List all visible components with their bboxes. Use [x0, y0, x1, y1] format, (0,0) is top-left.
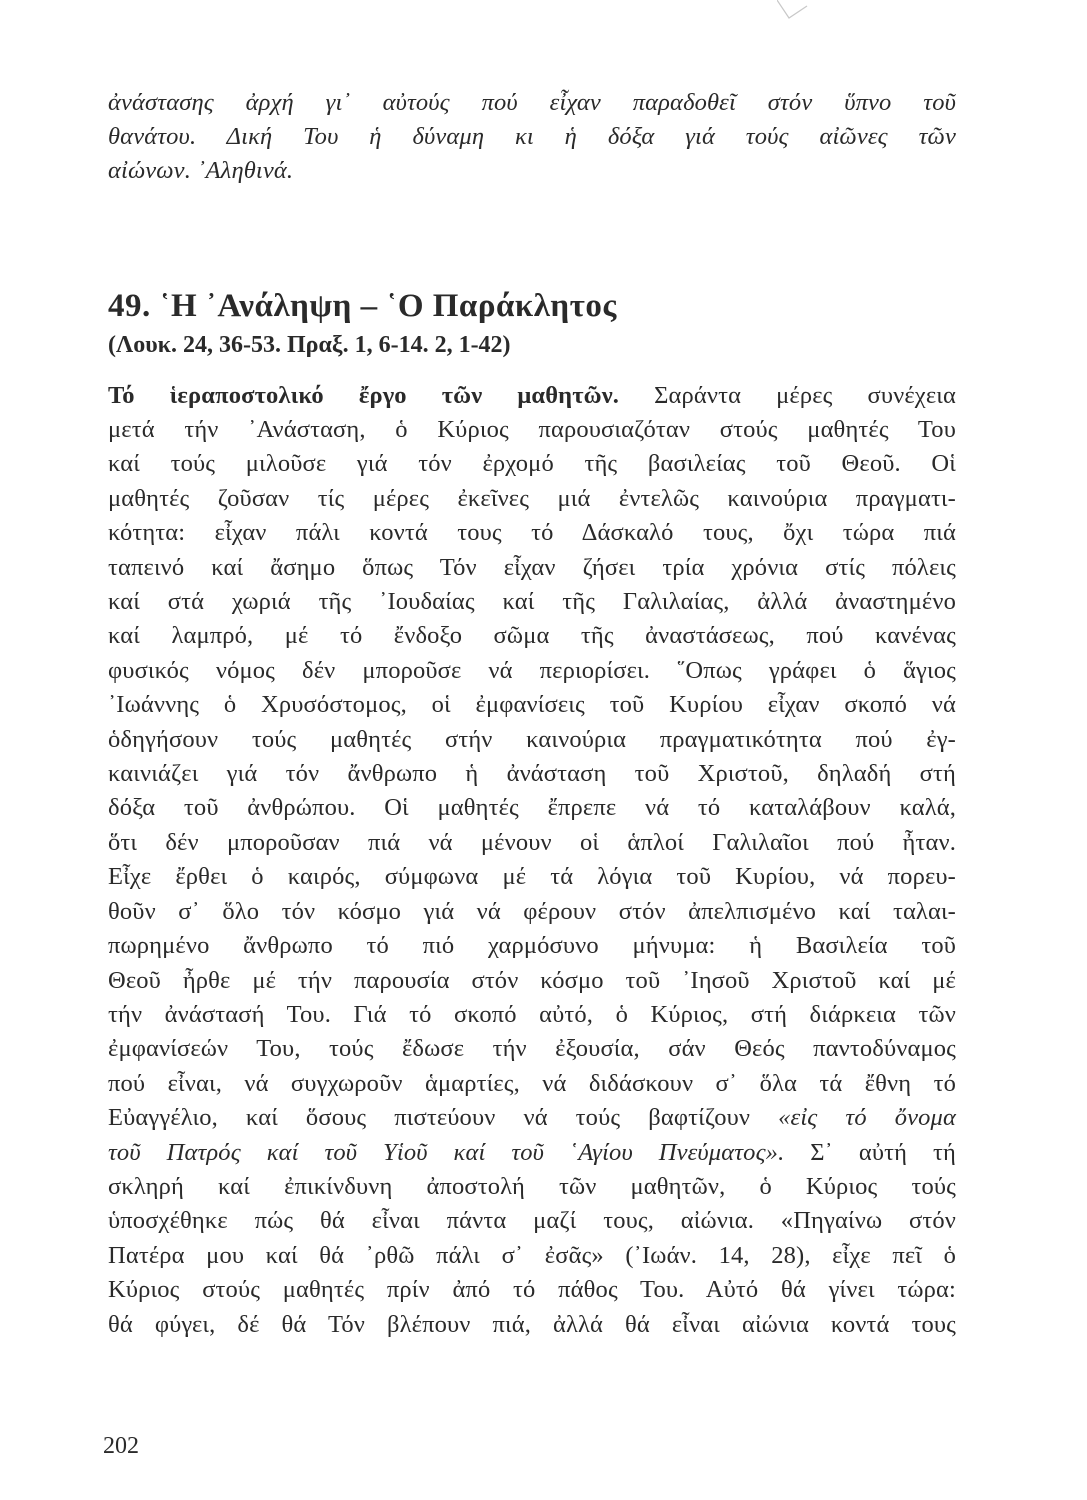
text-span: Εὐαγγέλιο, καί ὅσους πιστεύουν νά τούς βαφτίζουν	[108, 1104, 779, 1132]
text-line: φυσικός νόμος δέν μποροῦσε νά περιορίσει. ῞Οπως γράφει ὁ ἅγιος	[108, 656, 956, 684]
text-line: ἐμφανίσεών Του, τούς ἔδωσε τήν ἐξουσία, σάν Θεός παντοδύναμος	[108, 1035, 956, 1063]
text-line	[108, 379, 956, 413]
text-line: Κύριος στούς μαθητές πρίν ἀπό τό πάθος Του. Αὐτό θά γίνει τώρα:	[108, 1276, 956, 1304]
text-line: αἰώνων. ᾿Αληθινά.	[108, 157, 294, 185]
text-line: Πατέρα μου καί θά ᾿ρθῶ πάλι σ᾿ ἐσᾶς» (᾿Ιωάν. 14, 28), εἶχε πεῖ ὁ	[108, 1241, 956, 1269]
body-lines-group	[108, 1170, 956, 1342]
text-line: θοῦν σ᾿ ὅλο τόν κόσμο γιά νά φέρουν στόν ἀπελπισμένο καί ταλαι-	[108, 897, 956, 925]
section-heading	[108, 287, 956, 362]
section-title: 49. ῾Η ᾿Ανάληψη – ῾Ο Παράκλητος	[108, 287, 617, 324]
text-line: ὅτι δέν μποροῦσαν πιά νά μένουν οἱ ἁπλοί Γαλιλαῖοι πού ἦταν.	[108, 828, 956, 856]
text-line: Εἶχε ἔρθει ὁ καιρός, σύμφωνα μέ τά λόγια τοῦ Κυρίου, νά πορευ-	[108, 863, 956, 891]
text-line: θά φύγει, δέ θά Τόν βλέπουν πιά, ἀλλά θά εἶναι αἰώνια κοντά τους	[108, 1310, 956, 1338]
text-span: Σαράντα μέρες συνέχεια	[619, 381, 956, 409]
text-line: Θεοῦ ἦρθε μέ τήν παρουσία στόν κόσμο τοῦ ᾿Ιησοῦ Χριστοῦ καί μέ	[108, 966, 956, 994]
text-line: ὁδηγήσουν τούς μαθητές στήν καινούρια πραγματικότητα πού ἐγ-	[108, 725, 956, 753]
quoted-formula: «εἰς τό ὄνομα	[778, 1104, 956, 1132]
scan-corner-mark	[777, 0, 817, 20]
text-line: μετά τήν ᾿Ανάσταση, ὁ Κύριος παρουσιαζόταν στούς μαθητές Του	[108, 416, 956, 444]
text-line: ταπεινό καί ἄσημο ὅπως Τόν εἶχαν ζήσει τρία χρόνια στίς πόλεις	[108, 553, 956, 581]
text-line: μαθητές ζοῦσαν τίς μέρες ἐκεῖνες μιά ἐντελῶς καινούρια πραγματι-	[108, 484, 956, 512]
text-line: ᾿Ιωάννης ὁ Χρυσόστομος, οἱ ἐμφανίσεις τοῦ Κυρίου εἶχαν σκοπό νά	[108, 691, 956, 719]
text-line: τήν ἀνάστασή Του. Γιά τό σκοπό αὐτό, ὁ Κύριος, στή διάρκεια τῶν	[108, 1000, 956, 1028]
lead-phrase: Τό ἱεραποστολικό ἔργο τῶν μαθητῶν.	[108, 381, 620, 409]
page-content	[108, 86, 956, 1342]
page-number: 202	[103, 1433, 139, 1459]
opening-paragraph	[108, 86, 956, 189]
section-references: (Λουκ. 24, 36-53. Πραξ. 1, 6-14. 2, 1-42)	[108, 331, 511, 358]
quoted-formula: τοῦ Πατρός καί τοῦ Υἱοῦ καί τοῦ ῾Αγίου Πνεύματος».	[108, 1138, 785, 1166]
text-line: καί τούς μιλοῦσε γιά τόν ἐρχομό τῆς βασιλείας τοῦ Θεοῦ. Οἱ	[108, 450, 956, 478]
text-line	[108, 1101, 956, 1135]
text-line: καί στά χωριά τῆς ᾿Ιουδαίας καί τῆς Γαλιλαίας, ἀλλά ἀναστημένο	[108, 588, 956, 616]
text-line: καί λαμπρό, μέ τό ἔνδοξο σῶμα τῆς ἀναστάσεως, πού κανένας	[108, 622, 956, 650]
text-line: ἀνάστασης ἀρχή γι᾿ αὐτούς πού εἶχαν παραδοθεῖ στόν ὕπνο τοῦ	[108, 89, 956, 116]
text-line: θανάτου. Δική Του ἡ δύναμη κι ἡ δόξα γιά τούς αἰῶνες τῶν	[108, 123, 956, 151]
text-line: ὑποσχέθηκε πώς θά εἶναι πάντα μαζί τους, αἰώνια. «Πηγαίνω στόν	[108, 1207, 956, 1235]
body-text	[108, 379, 956, 1342]
text-line: δόξα τοῦ ἀνθρώπου. Οἱ μαθητές ἔπρεπε νά τό καταλάβουν καλά,	[108, 794, 956, 822]
text-line: πωρημένο ἄνθρωπο τό πιό χαρμόσυνο μήνυμα: ἡ Βασιλεία τοῦ	[108, 932, 956, 960]
text-line: καινιάζει γιά τόν ἄνθρωπο ἡ ἀνάσταση τοῦ Χριστοῦ, δηλαδή στή	[108, 760, 956, 788]
text-line: πού εἶναι, νά συγχωροῦν ἁμαρτίες, νά διδάσκουν σ᾿ ὅλα τά ἔθνη τό	[108, 1069, 956, 1097]
text-line	[108, 1136, 956, 1170]
body-lines-group	[108, 413, 956, 1101]
text-line: κότητα: εἶχαν πάλι κοντά τους τό Δάσκαλό τους, ὄχι τώρα πιά	[108, 519, 956, 547]
text-line: σκληρή καί ἐπικίνδυνη ἀποστολή τῶν μαθητῶν, ὁ Κύριος τούς	[108, 1172, 956, 1200]
text-span: Σ᾿ αὐτή τή	[784, 1138, 956, 1166]
